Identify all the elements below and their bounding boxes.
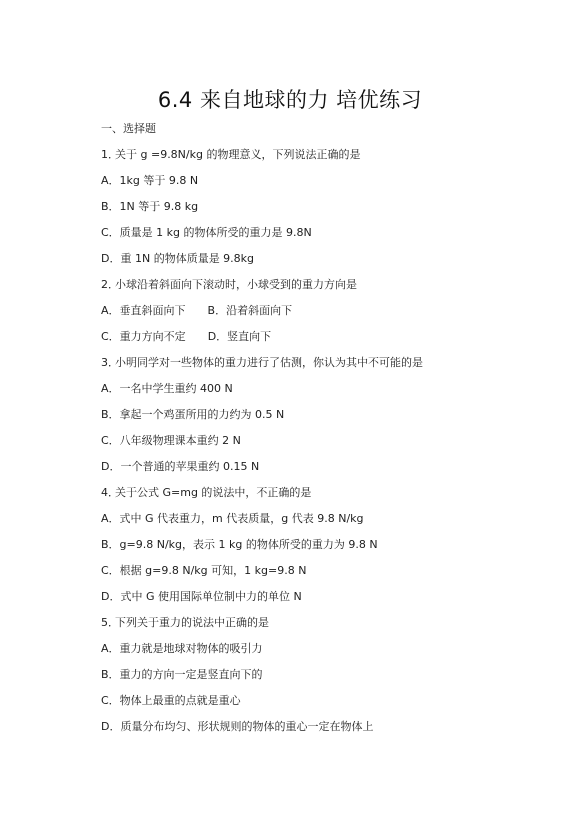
question-text: 关于 g =9.8N/kg 的物理意义，下列说法正确的是 xyxy=(115,148,361,161)
question-4-option-a: A．式中 G 代表重力，m 代表质量，g 代表 9.8 N/kg xyxy=(101,512,364,525)
question-5-stem xyxy=(101,616,269,630)
question-text: 关于公式 G=mg 的说法中，不正确的是 xyxy=(115,486,312,499)
question-3-option-b: B．拿起一个鸡蛋所用的力约为 0.5 N xyxy=(101,408,285,421)
question-1-option-c: C．质量是 1 kg 的物体所受的重力是 9.8N xyxy=(101,226,312,239)
question-5-option-c: C．物体上最重的点就是重心 xyxy=(101,694,241,707)
question-text: 小明同学对一些物体的重力进行了估测，你认为其中不可能的是 xyxy=(115,356,423,369)
question-2-option-c: C．重力方向不定 xyxy=(101,330,186,343)
question-5-option-b: B．重力的方向一定是竖直向下的 xyxy=(101,668,263,681)
question-3-option-d: D．一个普通的苹果重约 0.15 N xyxy=(101,460,260,473)
question-text: 小球沿着斜面向下滚动时，小球受到的重力方向是 xyxy=(115,278,357,291)
question-2-option-b: B．沿着斜面向下 xyxy=(207,304,293,317)
question-2-option-a: A．垂直斜面向下 xyxy=(101,304,186,317)
question-1-stem xyxy=(101,148,360,162)
question-5-option-d: D．质量分布均匀、形状规则的物体的重心一定在物体上 xyxy=(101,720,374,733)
question-3-stem xyxy=(101,356,423,370)
question-1-option-d: D．重 1N 的物体质量是 9.8kg xyxy=(101,252,255,265)
question-number: 2． xyxy=(101,278,119,291)
question-3-option-a: A．一名中学生重约 400 N xyxy=(101,382,233,395)
question-4-stem xyxy=(101,486,311,500)
question-4-option-c: C．根据 g=9.8 N/kg 可知，1 kg=9.8 N xyxy=(101,564,307,577)
section-heading: 一、选择题 xyxy=(101,122,156,135)
question-number: 5． xyxy=(101,616,119,629)
question-number: 1． xyxy=(101,148,119,161)
question-5-option-a: A．重力就是地球对物体的吸引力 xyxy=(101,642,263,655)
question-3-option-c: C．八年级物理课本重约 2 N xyxy=(101,434,241,447)
question-text: 下列关于重力的说法中正确的是 xyxy=(115,616,269,629)
question-2-stem xyxy=(101,278,357,292)
question-4-option-b: B．g=9.8 N/kg，表示 1 kg 的物体所受的重力为 9.8 N xyxy=(101,538,378,551)
question-2-options-row-2 xyxy=(101,330,271,344)
question-4-option-d: D．式中 G 使用国际单位制中力的单位 N xyxy=(101,590,302,603)
page-title: 6.4 来自地球的力 培优练习 xyxy=(157,88,423,112)
question-2-options-row-1 xyxy=(101,304,292,318)
question-number: 3． xyxy=(101,356,119,369)
question-2-option-d: D．竖直向下 xyxy=(207,330,272,343)
question-number: 4． xyxy=(101,486,119,499)
question-1-option-a: A．1kg 等于 9.8 N xyxy=(101,174,199,187)
question-1-option-b: B．1N 等于 9.8 kg xyxy=(101,200,199,213)
